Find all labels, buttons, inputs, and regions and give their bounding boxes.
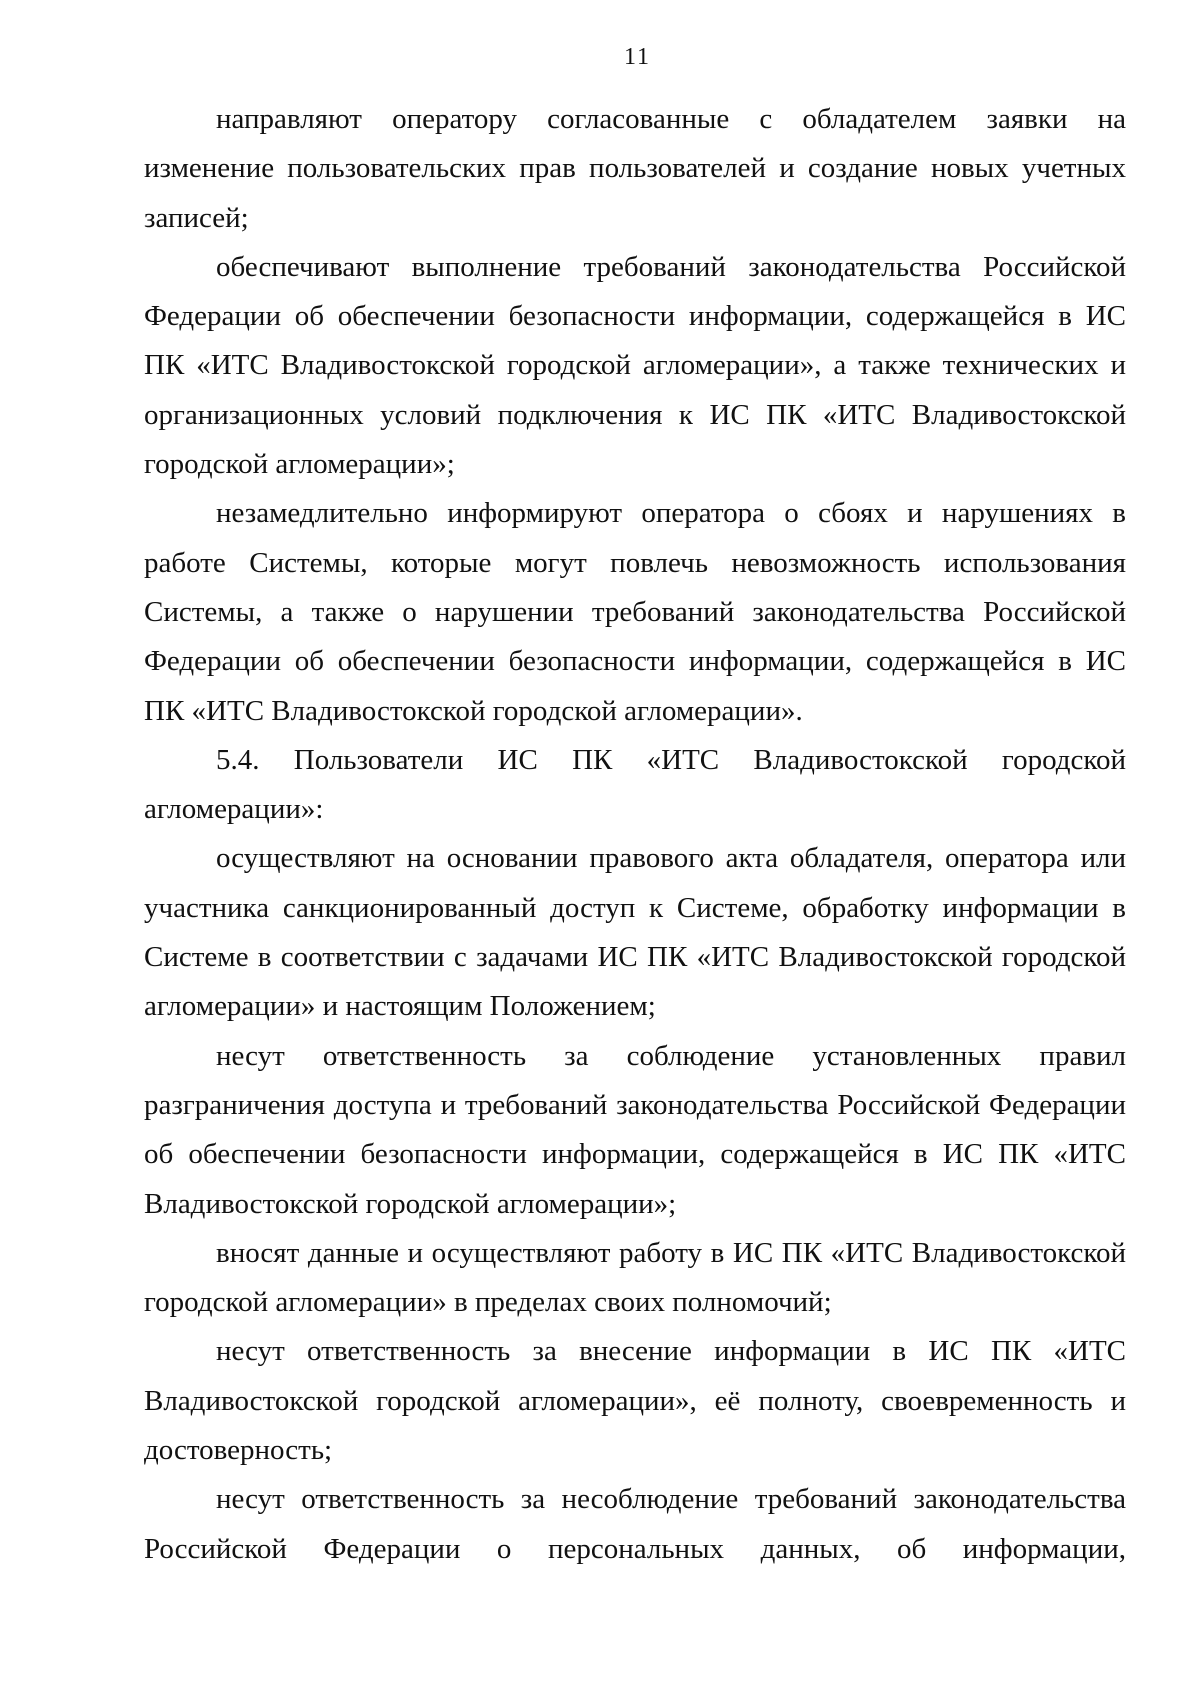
paragraph-access-rules-responsibility: несут ответственность за соблюдение установленных правил разграничения доступа и требований законодательства Российской Федерации об обеспечении безопасности информации, содержащейся в ИС ПК «ИТС Владивостокской городской агломерации»;: [144, 1039, 1126, 1220]
paragraph-authorized-access: осуществляют на основании правового акта обладателя, оператора или участника санкционированный доступ к Системе, обработку информации в Системе в соответствии с задачами ИС ПК «ИТС Владивостокской городской агломерации» и настоящим Положением;: [144, 842, 1126, 1023]
paragraph-enter-data: вносят данные и осуществляют работу в ИС ПК «ИТС Владивостокской городской агломерации» в пределах своих полномочий;: [144, 1236, 1126, 1319]
document-body: [144, 95, 1126, 1574]
page-number: 11: [623, 44, 652, 70]
paragraph-ensure-security: обеспечивают выполнение требований законодательства Российской Федерации об обеспечении безопасности информации, содержащейся в ИС ПК «ИТС Владивостокской городской агломерации», а также технических и организационных условий подключения к ИС ПК «ИТС Владивостокской городской агломерации»;: [144, 250, 1126, 481]
paragraph-inform-operator: незамедлительно информируют оператора о сбоях и нарушениях в работе Системы, которые могут повлечь невозможность использования Системы, а также о нарушении требований законодательства Российской Федерации об обеспечении безопасности информации, содержащейся в ИС ПК «ИТС Владивостокской городской агломерации».: [144, 497, 1126, 727]
paragraph-submit-requests: направляют оператору согласованные с обладателем заявки на изменение пользовательских прав пользователей и создание новых учетных записей;: [144, 103, 1126, 234]
paragraph-section-5-4: 5.4. Пользователи ИС ПК «ИТС Владивостокской городской агломерации»:: [144, 743, 1126, 826]
paragraph-information-accuracy: несут ответственность за внесение информации в ИС ПК «ИТС Владивостокской городской агломерации», её полноту, своевременность и достоверность;: [144, 1335, 1126, 1467]
paragraph-personal-data-compliance: несут ответственность за несоблюдение требований законодательства Российской Федерации о персональных данных, об информации,: [144, 1483, 1126, 1565]
